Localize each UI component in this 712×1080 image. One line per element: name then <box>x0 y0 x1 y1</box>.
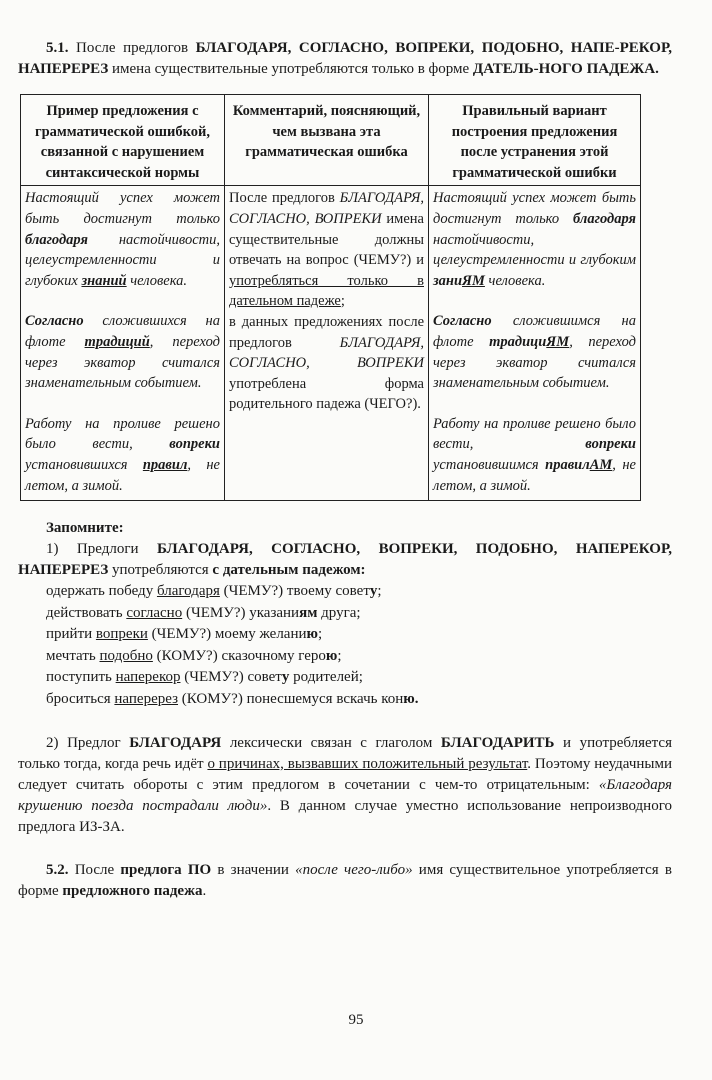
list-item: одержать победу благодаря (ЧЕМУ?) твоему совету; <box>46 583 382 600</box>
example-error-cell <box>21 186 225 501</box>
list-item: мечтать подобно (КОМУ?) сказочному герою; <box>46 647 342 664</box>
example-3: Работу на проливе решено было вести, вопреки установившихся правил, не летом, а зимой. <box>25 415 220 494</box>
list-item: действовать согласно (ЧЕМУ?) указаниям друга; <box>46 604 361 621</box>
comment-2: в данных предложениях после предлогов БЛАГОДАРЯ, СОГЛАСНО, ВОПРЕКИ употреблена форма родительного падежа (ЧЕГО?). <box>229 313 424 413</box>
section-number: 5.1. <box>46 40 69 56</box>
section-5-1: 5.1. После предлогов БЛАГОДАРЯ, СОГЛАСНО, ВОПРЕКИ, ПОДОБНО, НАПЕ-РЕКОР, НАПЕРЕРЕЗ имена существительные употребляются только в форме ДАТЕЛЬ-НОГО ПАДЕЖА. <box>18 40 672 77</box>
rule-2: 2) Предлог БЛАГОДАРЯ лексически связан с глаголом БЛАГОДАРИТЬ и употребляется только тогда, когда речь идёт о причинах, вызвавших положительный результат. Поэтому неудачными следует считать обороты с этим предлогом в сочетании с чем-то отрицательным: «Благодаря крушению поезда пострадали люди». В данном случае уместно использование непроизводного предлога ИЗ-ЗА. <box>18 734 672 835</box>
rule-1: 1) Предлоги БЛАГОДАРЯ, СОГЛАСНО, ВОПРЕКИ, ПОДОБНО, НАПЕРЕКОР, НАПЕРЕРЕЗ употребляются с дательным падежом: <box>18 541 672 579</box>
correct-variant-cell <box>429 186 641 501</box>
table-header: Пример предложения с грамматической ошибкой, связанной с нарушением синтаксической нормы <box>21 95 225 186</box>
error-table <box>20 94 641 501</box>
correct-2: Согласно сложившимся на флоте традициЯМ, переход через экватор считался знаменательным событием. <box>433 313 636 392</box>
section-number: 5.2. <box>46 861 69 878</box>
table-header: Комментарий, поясняющий, чем вызвана эта грамматическая ошибка <box>225 95 429 186</box>
correct-1: Настоящий успех может быть достигнут только благодаря настойчивости, целеустремленности и глубоким заниЯМ человека. <box>433 190 636 289</box>
correct-3: Работу на проливе решено было вести, вопреки установившимся правилАМ, не летом, а зимой. <box>433 415 636 494</box>
remember-title: Запомните: <box>46 520 124 537</box>
list-item: прийти вопреки (ЧЕМУ?) моему желанию; <box>46 626 323 643</box>
comment-1: После предлогов БЛАГОДАРЯ, СОГЛАСНО, ВОПРЕКИ имена существительные должны отвечать на вопрос (ЧЕМУ?) и употребляться только в дательном падеже; <box>229 190 424 310</box>
examples-list <box>46 581 672 711</box>
example-2: Согласно сложившихся на флоте традиций, переход через экватор считался знаменательным событием. <box>25 313 221 392</box>
page-number: 95 <box>348 1012 364 1028</box>
table-header-row <box>21 95 641 186</box>
list-item: броситься наперерез (КОМУ?) понесшемуся вскачь коню. <box>46 691 419 708</box>
list-item: поступить наперекор (ЧЕМУ?) совету родителей; <box>46 669 363 686</box>
example-1: Настоящий успех может быть достигнут только благодаря настойчивости, целеустремленности и глубоких знаний человека. <box>25 190 220 289</box>
remember-block <box>18 518 672 711</box>
page <box>18 38 672 902</box>
table-row <box>21 186 641 501</box>
table-header: Правильный вариант построения предложения после устранения этой грамматической ошибки <box>429 95 641 186</box>
comment-cell <box>225 186 429 501</box>
section-5-2: 5.2. После предлога ПО в значении «после чего-либо» имя существительное употребляется в форме предложного падежа. <box>18 861 672 899</box>
